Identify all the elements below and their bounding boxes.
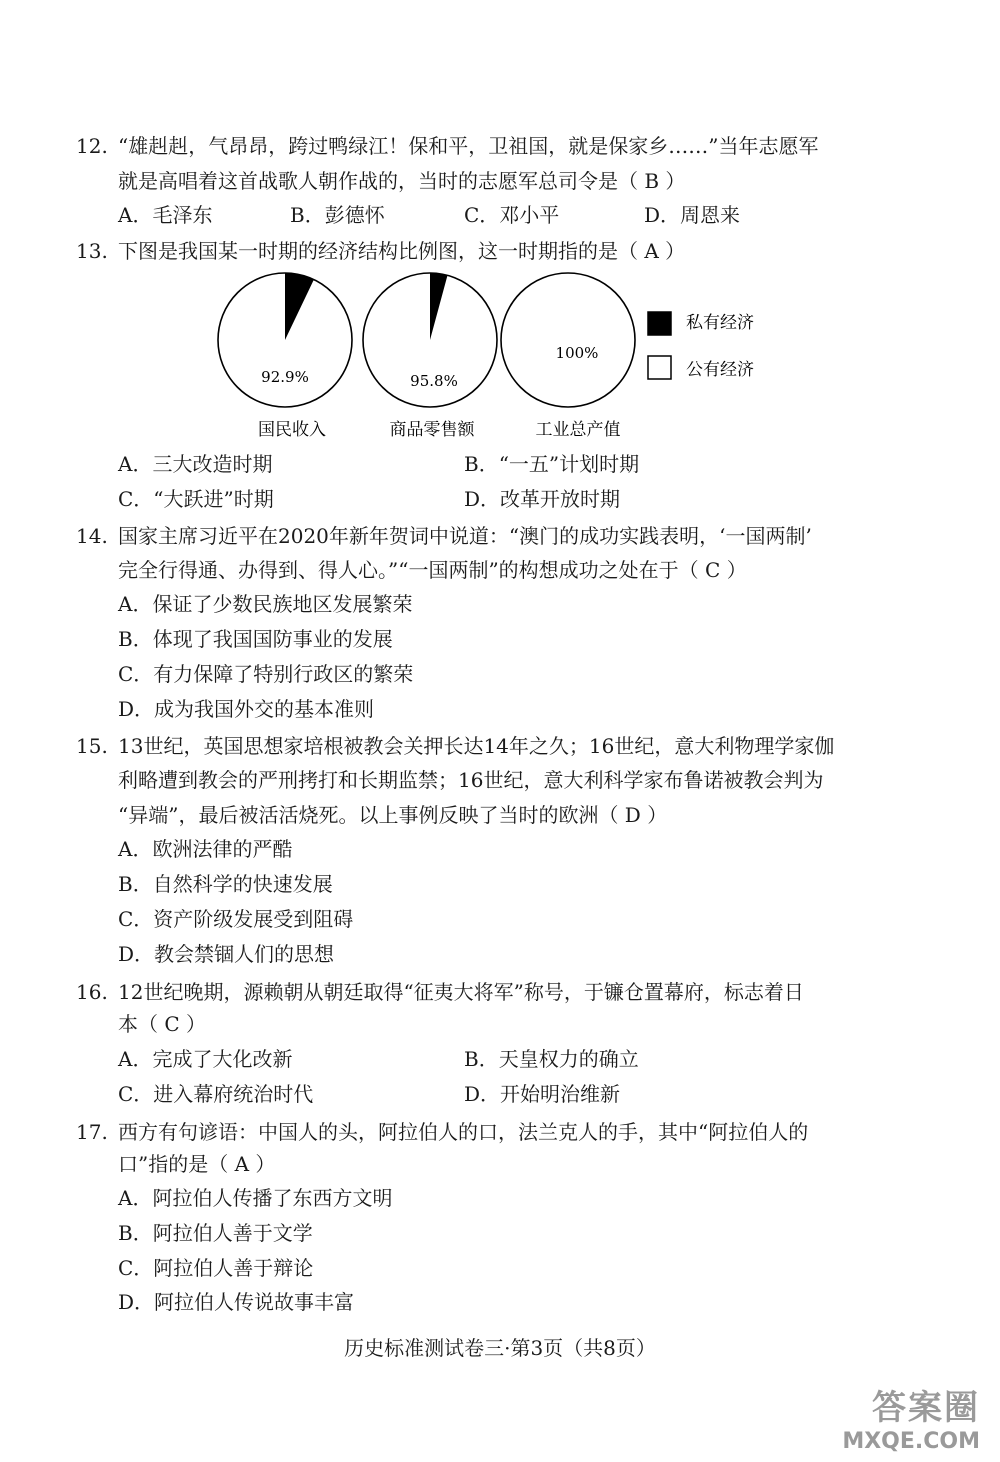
pie-industrial-output-label: 工业总产值	[535, 420, 621, 440]
q17-number: 17.	[76, 1120, 108, 1144]
q16-stem-line2: 本（ C ）	[118, 1012, 207, 1036]
pie-industrial-output-value: 100%	[555, 344, 599, 362]
q14-stem-line2: 完全行得通、办得到、得人心。”“一国两制”的构想成功之处在于（ C ）	[118, 558, 747, 582]
q16-option-c: C．进入幕府统治时代	[118, 1082, 314, 1106]
q16-option-a: A．完成了大化改新	[118, 1047, 293, 1071]
chart-legend	[648, 312, 754, 380]
q14-option-c: C．有力保障了特别行政区的繁荣	[118, 662, 414, 686]
q14-option-d: D．成为我国外交的基本准则	[118, 697, 375, 721]
q17-option-a: A．阿拉伯人传播了东西方文明	[118, 1186, 393, 1210]
q17-option-d: D．阿拉伯人传说故事丰富	[118, 1290, 355, 1314]
q15-option-a: A．欧洲法律的严酷	[118, 837, 293, 861]
q13-option-d: D．改革开放时期	[464, 487, 621, 511]
legend-public-swatch	[648, 356, 671, 379]
q12-stem-line1: “雄赳赳，气昂昂，跨过鸭绿江！保和平，卫祖国，就是保家乡……”当年志愿军	[118, 134, 819, 158]
q12-option-b: B．彭德怀	[290, 203, 385, 227]
page-footer: 历史标准测试卷三·第3页（共8页）	[344, 1336, 656, 1360]
q13-option-a: A．三大改造时期	[118, 452, 273, 476]
q17-option-b: B．阿拉伯人善于文学	[118, 1221, 313, 1245]
q14-stem-line1: 国家主席习近平在2020年新年贺词中说道：“澳门的成功实践表明，‘一国两制’	[118, 524, 812, 548]
q13-stem-line1: 下图是我国某一时期的经济结构比例图，这一时期指的是（ A ）	[118, 239, 686, 263]
q14-number: 14.	[76, 524, 108, 548]
legend-private-swatch	[648, 312, 671, 335]
pie-national-income	[218, 273, 352, 440]
pie-national-income-value: 92.9%	[261, 368, 309, 386]
q15-number: 15.	[76, 734, 108, 758]
q13-option-b: B．“一五”计划时期	[464, 452, 640, 476]
pie-retail-sales-label: 商品零售额	[389, 420, 475, 440]
legend-public-label: 公有经济	[686, 360, 754, 380]
economic-structure-chart	[212, 270, 772, 450]
q12-number: 12.	[76, 134, 108, 158]
q16-number: 16.	[76, 980, 108, 1004]
q15-option-c: C．资产阶级发展受到阻碍	[118, 907, 354, 931]
pie-national-income-label: 国民收入	[258, 420, 326, 440]
q16-option-d: D．开始明治维新	[464, 1082, 621, 1106]
pie-retail-sales	[363, 273, 497, 440]
q15-option-b: B．自然科学的快速发展	[118, 872, 333, 896]
watermark-domain: MXQE.COM	[842, 1429, 980, 1454]
q15-stem-line1: 13世纪，英国思想家培根被教会关押长达14年之久；16世纪，意大利物理学家伽	[118, 734, 835, 758]
q12-option-a: A．毛泽东	[118, 203, 213, 227]
site-watermark	[842, 1380, 980, 1454]
pie-industrial-output-circle	[501, 273, 635, 407]
q12-option-d: D．周恩来	[644, 203, 741, 227]
watermark-logo-text: 答案圈	[872, 1388, 980, 1428]
q14-option-b: B．体现了我国国防事业的发展	[118, 627, 393, 651]
q17-stem-line1: 西方有句谚语：中国人的头，阿拉伯人的口，法兰克人的手，其中“阿拉伯人的	[118, 1120, 809, 1144]
q16-stem-line1: 12世纪晚期，源赖朝从朝廷取得“征夷大将军”称号，于镰仓置幕府，标志着日	[118, 980, 804, 1004]
q15-stem-line2: 利略遭到教会的严刑拷打和长期监禁；16世纪，意大利科学家布鲁诺被教会判为	[118, 768, 824, 792]
q16-option-b: B．天皇权力的确立	[464, 1047, 639, 1071]
pie-retail-sales-value: 95.8%	[410, 372, 458, 390]
q15-stem-line3: “异端”，最后被活活烧死。以上事例反映了当时的欧洲（ D ）	[118, 803, 668, 827]
q15-option-d: D．教会禁锢人们的思想	[118, 942, 335, 966]
q12-stem-line2: 就是高唱着这首战歌人朝作战的，当时的志愿军总司令是（ B ）	[118, 169, 686, 193]
pie-industrial-output	[501, 273, 635, 440]
q13-number: 13.	[76, 239, 108, 263]
legend-private-label: 私有经济	[686, 313, 754, 333]
q13-option-c: C．“大跃进”时期	[118, 487, 274, 511]
q14-option-a: A．保证了少数民族地区发展繁荣	[118, 592, 413, 616]
q12-option-c: C．邓小平	[464, 203, 560, 227]
q17-option-c: C．阿拉伯人善于辩论	[118, 1256, 314, 1280]
q17-stem-line2: 口”指的是（ A ）	[118, 1152, 276, 1176]
